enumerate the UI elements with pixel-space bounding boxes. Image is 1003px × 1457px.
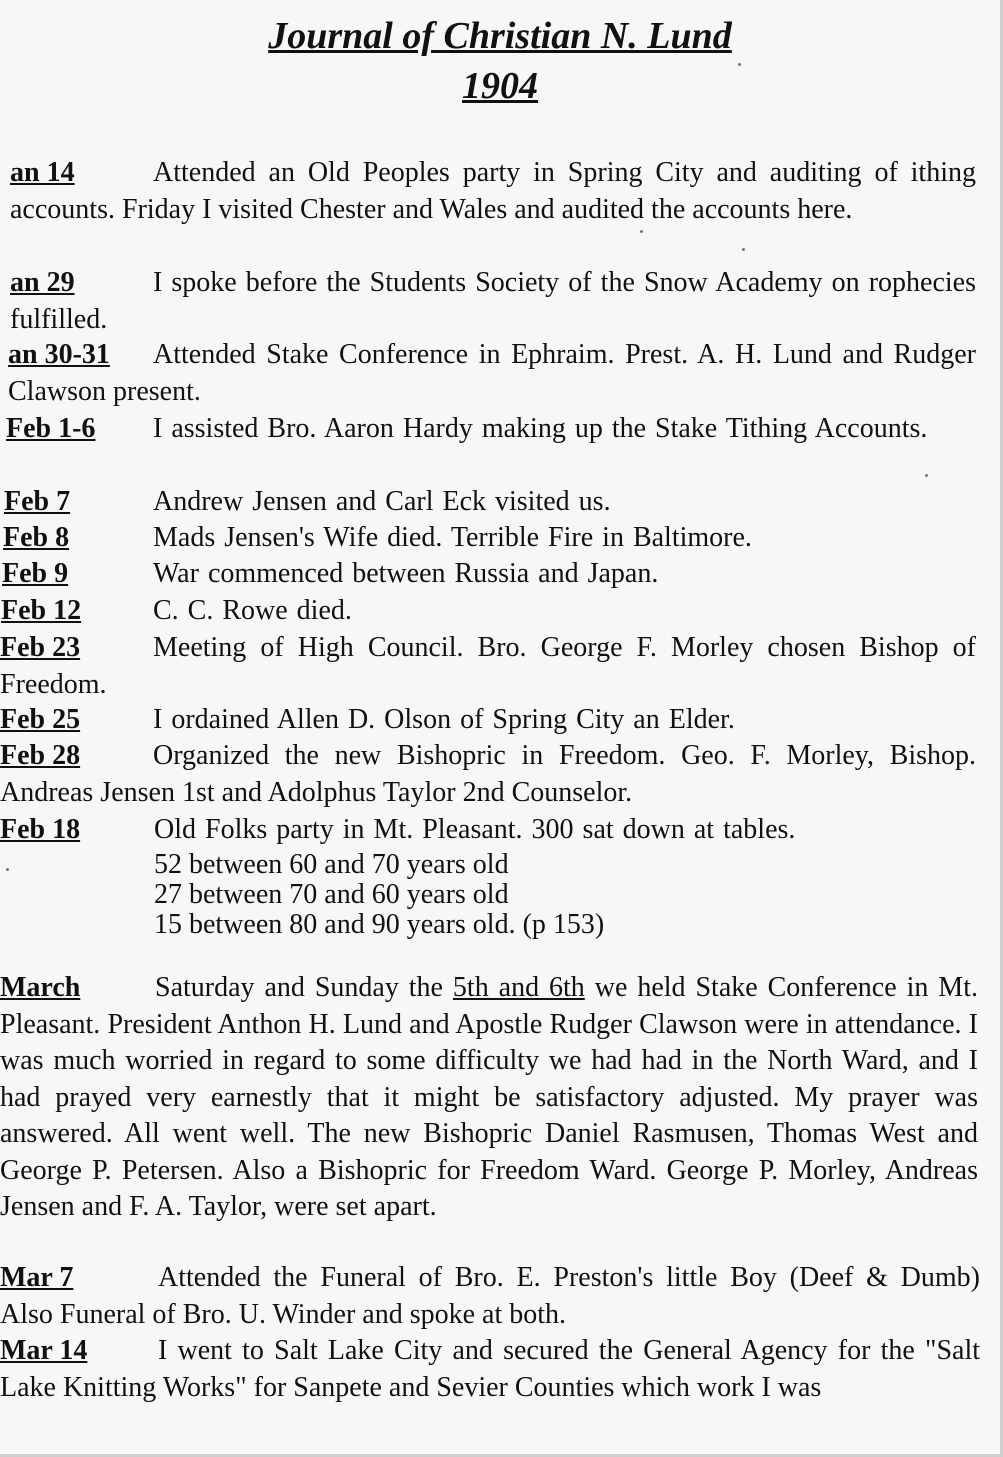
entry-text: Andrew Jensen and Carl Eck visited us. [153,486,611,517]
entry-date: Mar 7 [0,1262,74,1293]
scan-speck [742,248,745,251]
journal-entry [1,593,976,630]
entry-date: an 30-31 [8,339,110,370]
journal-entry [0,1333,980,1406]
journal-entry [10,265,976,338]
entry-text: Mads Jensen's Wife died. Terrible Fire in Baltimore. [153,522,752,553]
age-line: 52 between 60 and 70 years old [154,849,509,880]
journal-entry [0,738,976,811]
entry-date: Mar 14 [0,1335,88,1366]
entry-text: Meeting of High Council. Bro. George F. Morley chosen Bishop of Freedom. [0,632,976,700]
journal-entry [6,411,976,448]
entry-text: C. C. Rowe died. [153,595,352,626]
entry-text: Attended an Old Peoples party in Spring City and auditing of ithing accounts. Friday I visited Chester and Wales and audited the accounts here. [10,157,976,225]
conference-dates: 5th and 6th [452,972,585,1003]
entry-date: Feb 28 [0,740,81,771]
entry-text: I assisted Bro. Aaron Hardy making up the Stake Tithing Accounts. [153,413,928,444]
journal-entry [3,520,976,557]
age-line: 15 between 80 and 90 years old. (p 153) [154,909,605,940]
entry-date: Feb 1-6 [6,413,96,444]
entry-date: Feb 23 [0,632,81,663]
journal-entry [8,337,976,410]
entry-date: Feb 9 [2,558,69,589]
journal-entry [0,630,976,703]
journal-entry [4,484,976,521]
entry-text: Organized the new Bishopric in Freedom. Geo. F. Morley, Bishop. Andreas Jensen 1st and Adolphus Taylor 2nd Counselor. [0,740,976,808]
entry-date: an 14 [10,157,75,188]
entry-date: Feb 8 [3,522,70,553]
entry-text: I spoke before the Students Society of the Snow Academy on rophecies fulfilled. [10,267,976,335]
entry-text-start: Saturday and Sunday the [155,972,453,1003]
entry-text-rest: we held Stake Conference in Mt. Pleasant. President Anthon H. Lund and Apostle Rudger Clawson were in attendance. I was much worried in regard to some difficulty we had had in the North Ward, and I had prayed very earnestly that it might be satisfactory adjusted. My prayer was answered. All went well. The new Bishopric Daniel Rasmusen, Thomas West and George P. Petersen. Also a Bishopric for Freedom Ward. George P. Morley, Andreas Jensen and F. A. Taylor, were set apart. [0,972,978,1222]
entry-text: War commenced between Russia and Japan. [153,558,659,589]
journal-title: Journal of Christian N. Lund [268,15,732,57]
entry-date: March [0,972,81,1003]
entry-text: I went to Salt Lake City and secured the General Agency for the "Salt Lake Knitting Works" for Sanpete and Sevier Counties which work I was [0,1335,980,1403]
age-line: 27 between 70 and 60 years old [154,879,509,910]
scan-speck [6,868,9,871]
journal-entry [0,812,976,849]
journal-year: 1904 [462,65,538,107]
scan-speck [738,63,741,66]
entry-date: Feb 7 [4,486,71,517]
entry-date: Feb 12 [1,595,82,626]
entry-text: Attended the Funeral of Bro. E. Preston's little Boy (Deef & Dumb) Also Funeral of Bro. U. Winder and spoke at both. [0,1262,980,1330]
journal-entry [0,702,976,739]
entry-date: Feb 25 [0,704,81,735]
entry-date: Feb 18 [0,814,81,845]
journal-entry [0,1260,980,1333]
scan-speck [640,230,643,233]
entry-text [0,970,978,1226]
entry-text: Attended Stake Conference in Ephraim. Prest. A. H. Lund and Rudger Clawson present. [8,339,976,407]
journal-entry [2,556,976,593]
journal-entry [10,155,976,228]
entry-text: Old Folks party in Mt. Pleasant. 300 sat down at tables. [154,814,796,845]
entry-date: an 29 [10,267,75,298]
journal-entry [0,970,978,1226]
entry-text: I ordained Allen D. Olson of Spring City an Elder. [153,704,735,735]
scan-speck [925,474,928,477]
